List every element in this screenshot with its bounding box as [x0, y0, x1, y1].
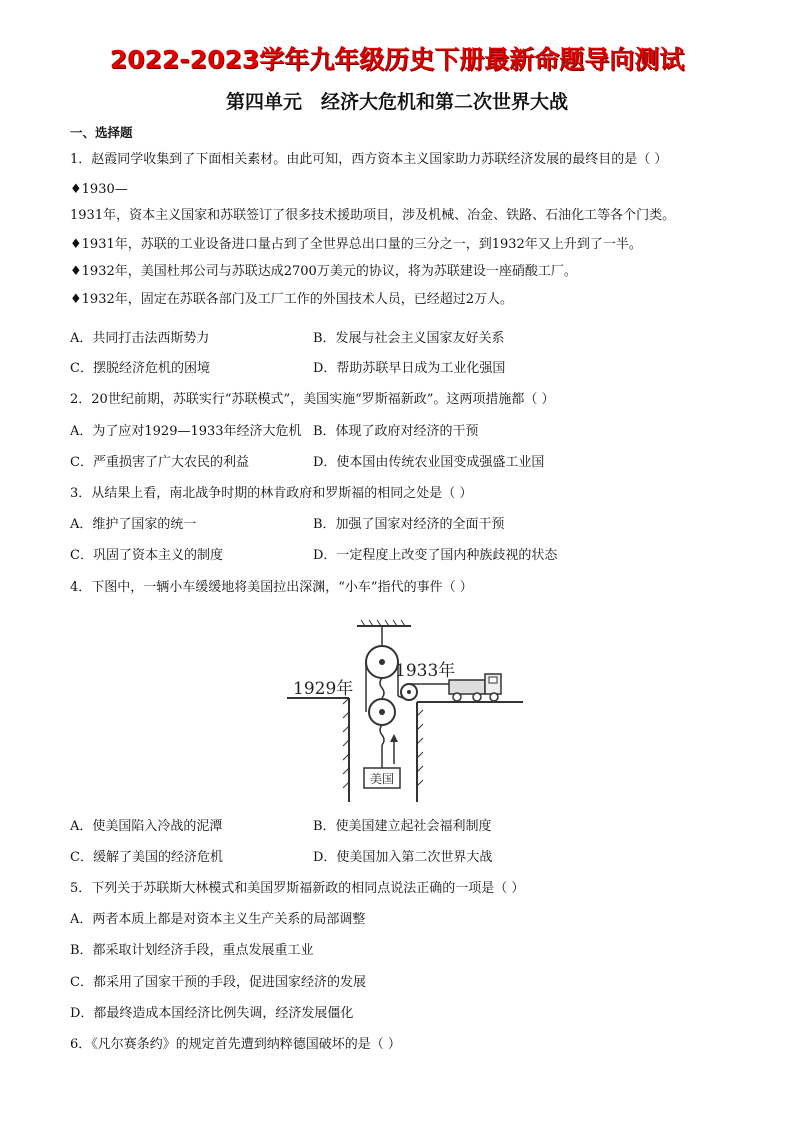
q2-option-b[interactable]: B．体现了政府对经济的干预 — [313, 424, 479, 439]
q3-option-c[interactable]: C．巩固了资本主义的制度 — [70, 548, 223, 563]
ceiling-beam — [357, 620, 411, 626]
unit-subtitle: 第四单元 经济大危机和第二次世界大战 — [225, 91, 568, 113]
q5-option-c[interactable]: C．都采用了国家干预的手段，促进国家经济的发展 — [70, 975, 366, 990]
q1-material: ♦1931年，苏联的工业设备进口量占到了全世界总出口量的三分之一，到1932年又上升到了一半。 — [70, 237, 642, 252]
q6-stem: 6．《凡尔赛条约》的规定首先遭到纳粹德国破坏的是（ ） — [70, 1037, 401, 1052]
q1-material: ♦1932年，美国杜邦公司与苏联达成2700万美元的协议，将为苏联建设一座硝酸工厂。 — [70, 264, 577, 279]
truck-icon — [449, 674, 501, 701]
usa-box — [364, 768, 400, 788]
q1-material: ♦1932年，固定在苏联各部门及工厂工作的外国技术人员，已经超过2万人。 — [70, 292, 514, 307]
q4-option-c[interactable]: C．缓解了美国的经济危机 — [70, 850, 223, 865]
label-1933: 1933年 — [395, 661, 456, 681]
up-arrow-icon — [390, 734, 398, 764]
q4-stem: 4．下图中，一辆小车缓缓地将美国拉出深渊，“小车”指代的事件（ ） — [70, 580, 473, 595]
q1-option-b[interactable]: B．发展与社会主义国家友好关系 — [313, 331, 505, 346]
q2-stem: 2．20世纪前期，苏联实行“苏联模式”，美国实施“罗斯福新政”。这两项措施都（ ） — [70, 392, 555, 407]
q1-material: 1931年，资本主义国家和苏联签订了很多技术援助项目，涉及机械、冶金、铁路、石油化工等各个门类。 — [70, 208, 676, 223]
label-1929: 1929年 — [293, 679, 354, 699]
section-heading: 一、选择题 — [70, 125, 133, 140]
q4-option-d[interactable]: D．使美国加入第二次世界大战 — [313, 850, 493, 865]
q5-stem: 5．下列关于苏联斯大林模式和美国罗斯福新政的相同点说法正确的一项是（ ） — [70, 881, 525, 896]
page-title: 2022-2023学年九年级历史下册最新命题导向测试 — [109, 45, 685, 74]
q3-option-d[interactable]: D．一定程度上改变了国内种族歧视的状态 — [313, 548, 558, 563]
q3-option-b[interactable]: B．加强了国家对经济的全面干预 — [313, 517, 505, 532]
q5-option-a[interactable]: A．两者本质上都是对资本主义生产关系的局部调整 — [70, 912, 366, 927]
pit — [287, 698, 523, 802]
q1-option-a[interactable]: A．共同打击法西斯势力 — [70, 331, 210, 346]
q5-option-d[interactable]: D．都最终造成本国经济比例失调，经济发展僵化 — [70, 1006, 354, 1021]
q3-stem: 3．从结果上看，南北战争时期的林肯政府和罗斯福的相同之处是（ ） — [70, 486, 473, 501]
q5-option-b[interactable]: B．都采取计划经济手段，重点发展重工业 — [70, 943, 314, 958]
q1-option-c[interactable]: C．摆脱经济危机的困境 — [70, 361, 210, 376]
q2-option-a[interactable]: A．为了应对1929—1933年经济大危机 — [70, 424, 302, 439]
q3-option-a[interactable]: A．维护了国家的统一 — [70, 517, 197, 532]
q4-option-a[interactable]: A．使美国陷入冷战的泥潭 — [70, 819, 223, 834]
q4-option-b[interactable]: B．使美国建立起社会福利制度 — [313, 819, 492, 834]
q2-option-c[interactable]: C．严重损害了广大农民的利益 — [70, 455, 249, 470]
q1-stem: 1．赵霞同学收集到了下面相关素材。由此可知，西方资本主义国家助力苏联经济发展的最终目的是（ ） — [70, 152, 668, 167]
label-usa: 美国 — [369, 772, 395, 786]
pulley-cartoon-figure — [285, 618, 525, 804]
q2-option-d[interactable]: D．使本国由传统农业国变成强盛工业国 — [313, 455, 545, 470]
q1-material: ♦1930— — [70, 182, 128, 197]
lower-pulley — [369, 699, 395, 725]
upper-pulley — [366, 646, 398, 678]
edge-pulley — [401, 684, 417, 700]
q1-option-d[interactable]: D．帮助苏联早日成为工业化强国 — [313, 361, 506, 376]
